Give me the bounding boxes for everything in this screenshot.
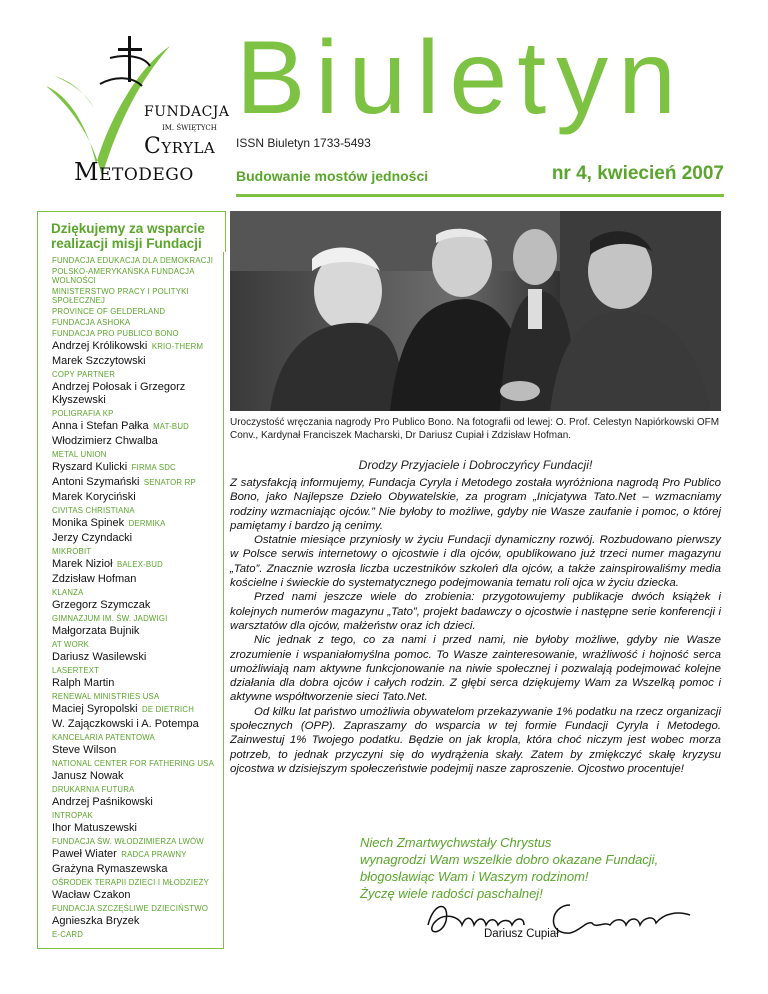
sponsor-name: Ralph Martin [52,677,115,689]
foundation-logo [40,36,230,196]
sponsor-organization: POLIGRAFIA KP [52,409,114,418]
sponsor-entry [52,517,222,532]
logo-text-cyryla: Cyryla [144,134,216,159]
sponsor-entry [52,878,222,889]
sponsor-company: RADCA PRAWNY [121,850,187,859]
sponsor-entry [52,848,222,863]
sponsor-name: Włodzimierz Chwalba [52,435,158,447]
wishes-line: Życzę wiele radości paschalnej! [360,886,543,901]
sponsor-name: Maciej Syropolski [52,703,138,715]
sponsor-name: Marek Nizioł [52,558,113,570]
sponsor-entry [52,640,222,651]
sponsor-name: Andrzej Królikowski [52,340,148,352]
sponsor-name: Paweł Wiater [52,848,117,860]
sponsor-organization: FUNDACJA PRO PUBLICO BONO [52,329,179,338]
sponsor-organization: FUNDACJA EDUKACJA DLA DEMOKRACJI [52,256,214,265]
sponsor-entry [52,267,222,287]
sponsor-company: BALEX-BUD [116,560,163,569]
sponsor-entry [52,718,222,733]
sponsor-entry [52,651,222,666]
sponsor-organization: LASERTEXT [52,666,100,675]
sponsor-organization: KLANZA [52,588,84,597]
sponsor-name: Marek Koryciński [52,491,136,503]
sponsor-entry [52,863,222,878]
sponsor-entry [52,599,222,614]
sponsor-entry [52,744,222,759]
letter-paragraph: Od kilku lat państwo umożliwia obywatelom przekazywanie 1% podatku na rzecz organizacji społecznych (OPP). Zapraszamy do wsparcia w tej formie Fundacji Cyryla i Metodego. Zainwestuj 1% Twojego podatku. Będzie on jak kropla, która choć niczym jest wobec morza potrzeb, to jednak przyczyni się do wydrążenia skały. Zatem by zmiękczyć skałę kryzysu ojcostwa w dzisiejszym społeczeństwie podejmij nasze zaproszenie. Ojcostwo procentuje! [230,705,721,775]
sponsor-entry [52,677,222,692]
sponsor-entry [52,420,222,435]
issn-number: ISSN Biuletyn 1733-5493 [236,136,371,150]
letter-paragraph: Przed nami jeszcze wiele do zrobienia: przygotowujemy publikacje dwóch książek i kolejnych numerów magazynu „Tato”, projekt badawczy o ojcostwie i następne serie konferencji i warsztatów dla ojców, małżeństw oraz ich dzieci. [230,591,721,632]
sponsor-organization: PROVINCE OF GELDERLAND [52,307,166,316]
sponsor-organization: AT WORK [52,640,90,649]
sponsor-organization: MIKROBIT [52,547,92,556]
sponsor-entry [52,811,222,822]
letter-body [230,476,721,776]
sponsor-organization: CIVITAS CHRISTIANA [52,506,135,515]
sponsor-company: SENATOR RP [143,478,196,487]
letter-paragraph: Ostatnie miesiące przyniosły w życiu Fundacji dynamiczny rozwój. Rozbudowano pierwszy w Polsce serwis internetowy o ojcostwie i dla ojców, opublikowano już trzeci numer magazynu „Tato”. Znacznie wzrosła liczba uczestników szkoleń dla ojców, a także zainspirowaliśmy media kościelne i świeckie do systematycznego podejmowania tematu roli ojca w życiu dziecka. [230,534,721,590]
sponsor-name: W. Zajączkowski i A. Potempa [52,718,199,730]
wishes-line: błogosławiąc Wam i Waszym rodzinom! [360,869,589,884]
sponsor-entry [52,614,222,625]
sponsor-entry [52,461,222,476]
sponsor-organization: METAL UNION [52,450,107,459]
sponsor-name: Antoni Szymański [52,476,140,488]
sponsor-company: KRIO-THERM [151,342,204,351]
award-photo [230,211,721,411]
sponsor-organization: RENEWAL MINISTRIES USA [52,692,160,701]
sponsors-sidebar [37,211,224,949]
sponsor-entry [52,329,222,340]
sponsor-entry [52,355,222,370]
issue-number: nr 4, kwiecień 2007 [551,163,724,184]
sponsor-entry [52,692,222,703]
sponsor-entry [52,796,222,811]
sponsor-name: Grzegorz Szymczak [52,599,151,611]
wishes-line: Niech Zmartwychwstały Chrystus [360,835,552,850]
sponsor-entry [52,703,222,718]
wishes-line: wynagrodzi Wam wszelkie dobro okazane Fundacji, [360,852,659,867]
award-ceremony-photo [230,211,721,411]
sponsor-name: Ihor Matuszewski [52,822,137,834]
sponsor-entry [52,256,222,267]
sponsor-company: DERMIKA [128,519,166,528]
sponsor-entry [52,476,222,491]
logo-text-metodego: Metodego [74,158,194,186]
sponsor-entry [52,558,222,573]
sponsor-entry [52,733,222,744]
sponsor-name: Andrzej Paśnikowski [52,796,153,808]
sponsor-name: Jerzy Czyndacki [52,532,133,544]
sponsor-organization: E-CARD [52,930,84,939]
sponsor-entry [52,759,222,770]
sponsor-organization: MINISTERSTWO PRACY I POLITYKI SPOŁECZNEJ [52,287,189,305]
letter-greeting: Drodzy Przyjaciele i Dobroczyńcy Fundacji! [358,458,593,472]
sponsor-organization: POLSKO-AMERYKAŃSKA FUNDACJA WOLNOŚCI [52,267,195,285]
sponsor-entry [52,491,222,506]
sponsor-entry [52,547,222,558]
sidebar-title: Dziękujemy za wsparcie realizacji misji Fundacji [51,221,205,251]
logo-text-fundacja: FUNDACJA [144,104,230,120]
sponsor-entry [52,287,222,307]
sponsor-organization: FUNDACJA ASHOKA [52,318,131,327]
letter-paragraph: Nic jednak z tego, co za nami i przed nami, nie byłoby możliwe, gdyby nie Wasze zrozumienie i wspaniałomyślna pomoc. To Wasze zainteresowanie, wrażliwość i hojność serca umożliwiają nam aktywne funkcjonowanie na niwie społecznej i pozwalają podejmować kolejne działania dla dobra ojców i całych rodzin. Z głębi serca dziękujemy Wam za Wszelką pomoc i aktywne współtworzenie sieci Tato.Net. [230,634,721,704]
sponsor-entry [52,588,222,599]
header-divider [236,194,724,197]
sponsor-organization: OŚRODEK TERAPII DZIECI I MŁODZIEŻY [52,878,209,887]
easter-wishes [360,834,720,902]
sponsor-entry [52,506,222,517]
masthead-subtitle: Budowanie mostów jedności [236,168,429,184]
letter-paragraph: Z satysfakcją informujemy, Fundacja Cyryla i Metodego została wyróżniona nagrodą Pro Publico Bono, jako Najlepsze Dzieło Obywatelskie, za program „Inicjatywa Tato.Net – wzmacniamy rodziny wzmacniając ojców.” Nie byłoby to możliwe, gdyby nie Wasze zaufanie i pomoc, o której pamiętamy i bardzo ją cenimy. [230,477,721,532]
sponsor-name: Wacław Czakon [52,889,131,901]
sponsor-organization: NATIONAL CENTER FOR FATHERING USA [52,759,214,768]
sponsor-entry [52,930,222,941]
sponsor-name: Marek Szczytowski [52,355,146,367]
sponsor-entry [52,822,222,837]
sponsor-name: Ryszard Kulicki [52,461,128,473]
sponsor-company: FIRMA SDC [131,463,176,472]
sponsor-entry [52,889,222,904]
sponsor-organization: KANCELARIA PATENTOWA [52,733,155,742]
masthead-title: Biuletyn [236,20,686,136]
sponsor-entry [52,450,222,461]
sponsor-name: Małgorzata Bujnik [52,625,140,637]
sponsor-organization: FUNDACJA SZCZĘŚLIWE DZIECIŃSTWO [52,904,209,913]
sponsor-organization: INTROPAK [52,811,93,820]
sponsor-entry [52,340,222,355]
sponsor-name: Anna i Stefan Pałka [52,420,149,432]
sponsor-entry [52,370,222,381]
sponsor-entry [52,532,222,547]
photo-caption: Uroczystość wręczania nagrody Pro Publico Bono. Na fotografii od lewej: O. Prof. Celestyn Napiórkowski OFM Conv., Kardynał Franciszek Macharski, Dr Dariusz Cupiał i Zdzisław Hofman. [230,417,720,441]
sponsor-list [52,256,222,941]
logo-text-im: IM. ŚWIĘTYCH [162,124,217,132]
sponsor-entry [52,307,222,318]
sponsor-entry [52,625,222,640]
sponsor-name: Janusz Nowak [52,770,124,782]
sponsor-entry [52,785,222,796]
sidebar-header [37,211,226,252]
sponsor-name: Agnieszka Bryzek [52,915,140,927]
sponsor-entry [52,837,222,848]
sponsor-entry [52,904,222,915]
sponsor-entry [52,573,222,588]
sponsor-organization: FUNDACJA ŚW. WŁODZIMIERZA LWÓW [52,837,204,846]
sponsor-name: Monika Spinek [52,517,125,529]
sponsor-entry [52,435,222,450]
sponsor-entry [52,666,222,677]
sponsor-name: Dariusz Wasilewski [52,651,147,663]
sponsor-name: Steve Wilson [52,744,117,756]
sponsor-name: Grażyna Rymaszewska [52,863,168,875]
sponsor-organization: GIMNAZJUM IM. ŚW. JADWIGI [52,614,168,623]
sponsor-entry [52,409,222,420]
sponsor-name: Zdzisław Hofman [52,573,137,585]
handwritten-signature [420,895,700,941]
signature-name: Dariusz Cupiał [484,928,559,940]
sponsor-entry [52,770,222,785]
sponsor-name: Andrzej Połosak i Grzegorz Kłyszewski [52,381,186,406]
sponsor-entry [52,381,222,409]
sponsor-entry [52,318,222,329]
sponsor-organization: COPY PARTNER [52,370,116,379]
sponsor-company: DE DIETRICH [142,705,195,714]
sponsor-company: MAT-BUD [153,422,189,431]
sponsor-entry [52,915,222,930]
sponsor-organization: DRUKARNIA FUTURA [52,785,135,794]
